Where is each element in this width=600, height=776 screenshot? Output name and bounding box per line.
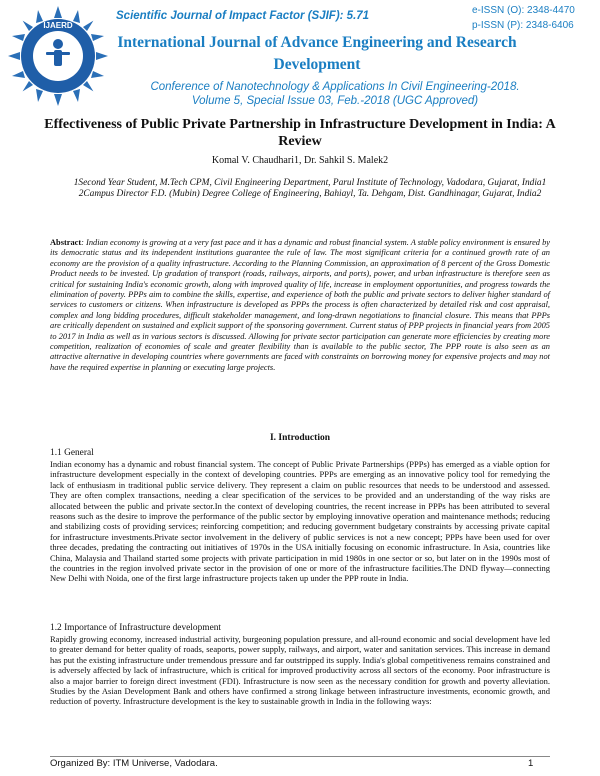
general-paragraph: Indian economy has a dynamic and robust financial system. The concept of Public Private Partnerships (PPPs) has emerged as a viable option for infrastructure development especially in the context of developing countries. PPPs are emerging as an innovative policy tool for remedying the lack of enthusiasm in traditional public service delivery. They represent a claim on public resources that needs to be understood and assessed. They are often complex transactions, needing a clear specification of the services to be provided and an understanding of the way risks are allocated between the public and private sector.In the context of developing countries, the recent increase in PPPs has been attributed to several reasons such as the desire to improve the performance of the public sector by employing innovative operation and maintenance methods; reducing and stabilizing costs of providing services; reinforcing competition; and reducing government budgetary constraints by accessing private capital for infrastructure investments.Private sector involvement in the delivery of public services is not a new concept; PPPs have been used for over three decades, predating the contracting out initiatives of 1970s in the USA initially focusing on economic infrastructure. In Asia, countries like China, Malaysia and Thailand started some projects with private participation in mid 1980s in one sector or so, but later on in the 1990s most of the countries in the region involved private sector in the provision of one or more of the infrastructure facilities.The DND flyway—connecting New Delhi with Noida, one of the first large infrastructure projects taken up under the PPP route in India. xyxy=(50,459,550,584)
affiliation-1: 1Second Year Student, M.Tech CPM, Civil Engineering Department, Parul Institute of Technology, Vadodara, Gujarat, India1 xyxy=(73,178,547,188)
footer-organizer: Organized By: ITM Universe, Vadodara. xyxy=(50,758,218,769)
paper-authors: Komal V. Chaudhari1, Dr. Sahkil S. Malek2 xyxy=(211,155,389,166)
logo-text: IJAERD xyxy=(43,21,73,30)
abstract xyxy=(50,238,550,373)
importance-paragraph: Rapidly growing economy, increased industrial activity, burgeoning population pressure, and all-round economic and social development have led to greater demand for better quality of roads, seaports, power supply, railways, and airport, water and sanitation services. This increase in demand has put the existing infrastructure under tremendous pressure and far outstripped its supply. India's global competitiveness remains constrained and is adversely affected by lack of infrastructure, which is critical for improved productivity across all sectors of the economy. Poor infrastructure is also a major barrier to foreign direct investment (FDI). Infrastructure is now seen as the necessary condition for growth and poverty alleviation. Studies by the Asian Development Bank and others have confirmed a strong linkage between infrastructure investments, economic growth, and reduction of poverty. Infrastructure development is the key to sustainable growth in India in the following ways: xyxy=(50,634,550,707)
conference-name: Conference of Nanotechnology & Applications In Civil Engineering-2018. xyxy=(150,81,520,93)
paper-title: Effectiveness of Public Private Partnership in Infrastructure Development in India: A Review xyxy=(44,117,556,149)
abstract-text: : Indian economy is growing at a very fast pace and it has a dynamic and robust financial system. A stable policy environment is ensured by its democratic status and its independent institutions guarantee the rule of law. The most significant criteria for a continued growth rate of an economy are the provision of a quality infrastructure. According to the Planning Commission, an approximation of 8 percent of the Gross Domestic Product needs to be invested. Up gradation of transport (roads, railways, airports, and ports), power, and urban infrastructure is therefore seen as critical for sustaining India's economic growth, along with improved quality of life, increase in employment opportunities, and progress towards the elimination of poverty. PPPs aim to combine the skills, expertise, and experience of both the public and private sectors to deliver higher standard of services to customers or citizens. When infrastructure is developed as PPPs the process is often characterized by detailed risk and cost appraisal, complex and long bidding procedures, difficult stakeholder management, and long-drawn negotiations to financial closure. This means that PPPs are critically dependent on sustained and explicit support of the sponsoring government. Current status of PPP projects in financial years from 2005 to 2017 in India as well as in various sectors is discussed. Allowing for private sector participation can generate more efficiencies by creating more competition, realization of economies of scale and greater flexibility than is available to the public sector, The PPP route is also seen as an attractive alternative in developing countries where governments are faced with constraints on borrowing money for expensive projects and may not have the required expertise in planning or executing large projects. xyxy=(50,238,550,372)
page-number: 1 xyxy=(528,758,534,769)
volume-info: Volume 5, Special Issue 03, Feb.-2018 (UGC Approved) xyxy=(191,95,479,107)
eissn: e-ISSN (O): 2348-4470 xyxy=(472,5,575,16)
affiliation-2: 2Campus Director F.D. (Mubin) Degree College of Engineering, Bahiayl, Ta. Dehgam, Dist. Gandhinagar, Gujarat, India2 xyxy=(78,189,542,199)
subsection-heading-importance: 1.2 Importance of Infrastructure development xyxy=(50,623,222,633)
impact-factor: Scientific Journal of Impact Factor (SJIF): 5.71 xyxy=(116,10,370,22)
journal-title: International Journal of Advance Engineering and Research Development xyxy=(117,34,517,73)
section-heading-introduction: I. Introduction xyxy=(269,433,330,443)
issn-block xyxy=(472,3,575,33)
subsection-heading-general: 1.1 General xyxy=(50,448,94,458)
conference-info xyxy=(120,80,550,108)
abstract-label: Abstract xyxy=(50,238,82,247)
footer-divider xyxy=(50,756,550,757)
affiliations xyxy=(60,178,560,200)
journal-logo xyxy=(6,4,110,108)
pissn: p-ISSN (P): 2348-6406 xyxy=(472,20,574,31)
